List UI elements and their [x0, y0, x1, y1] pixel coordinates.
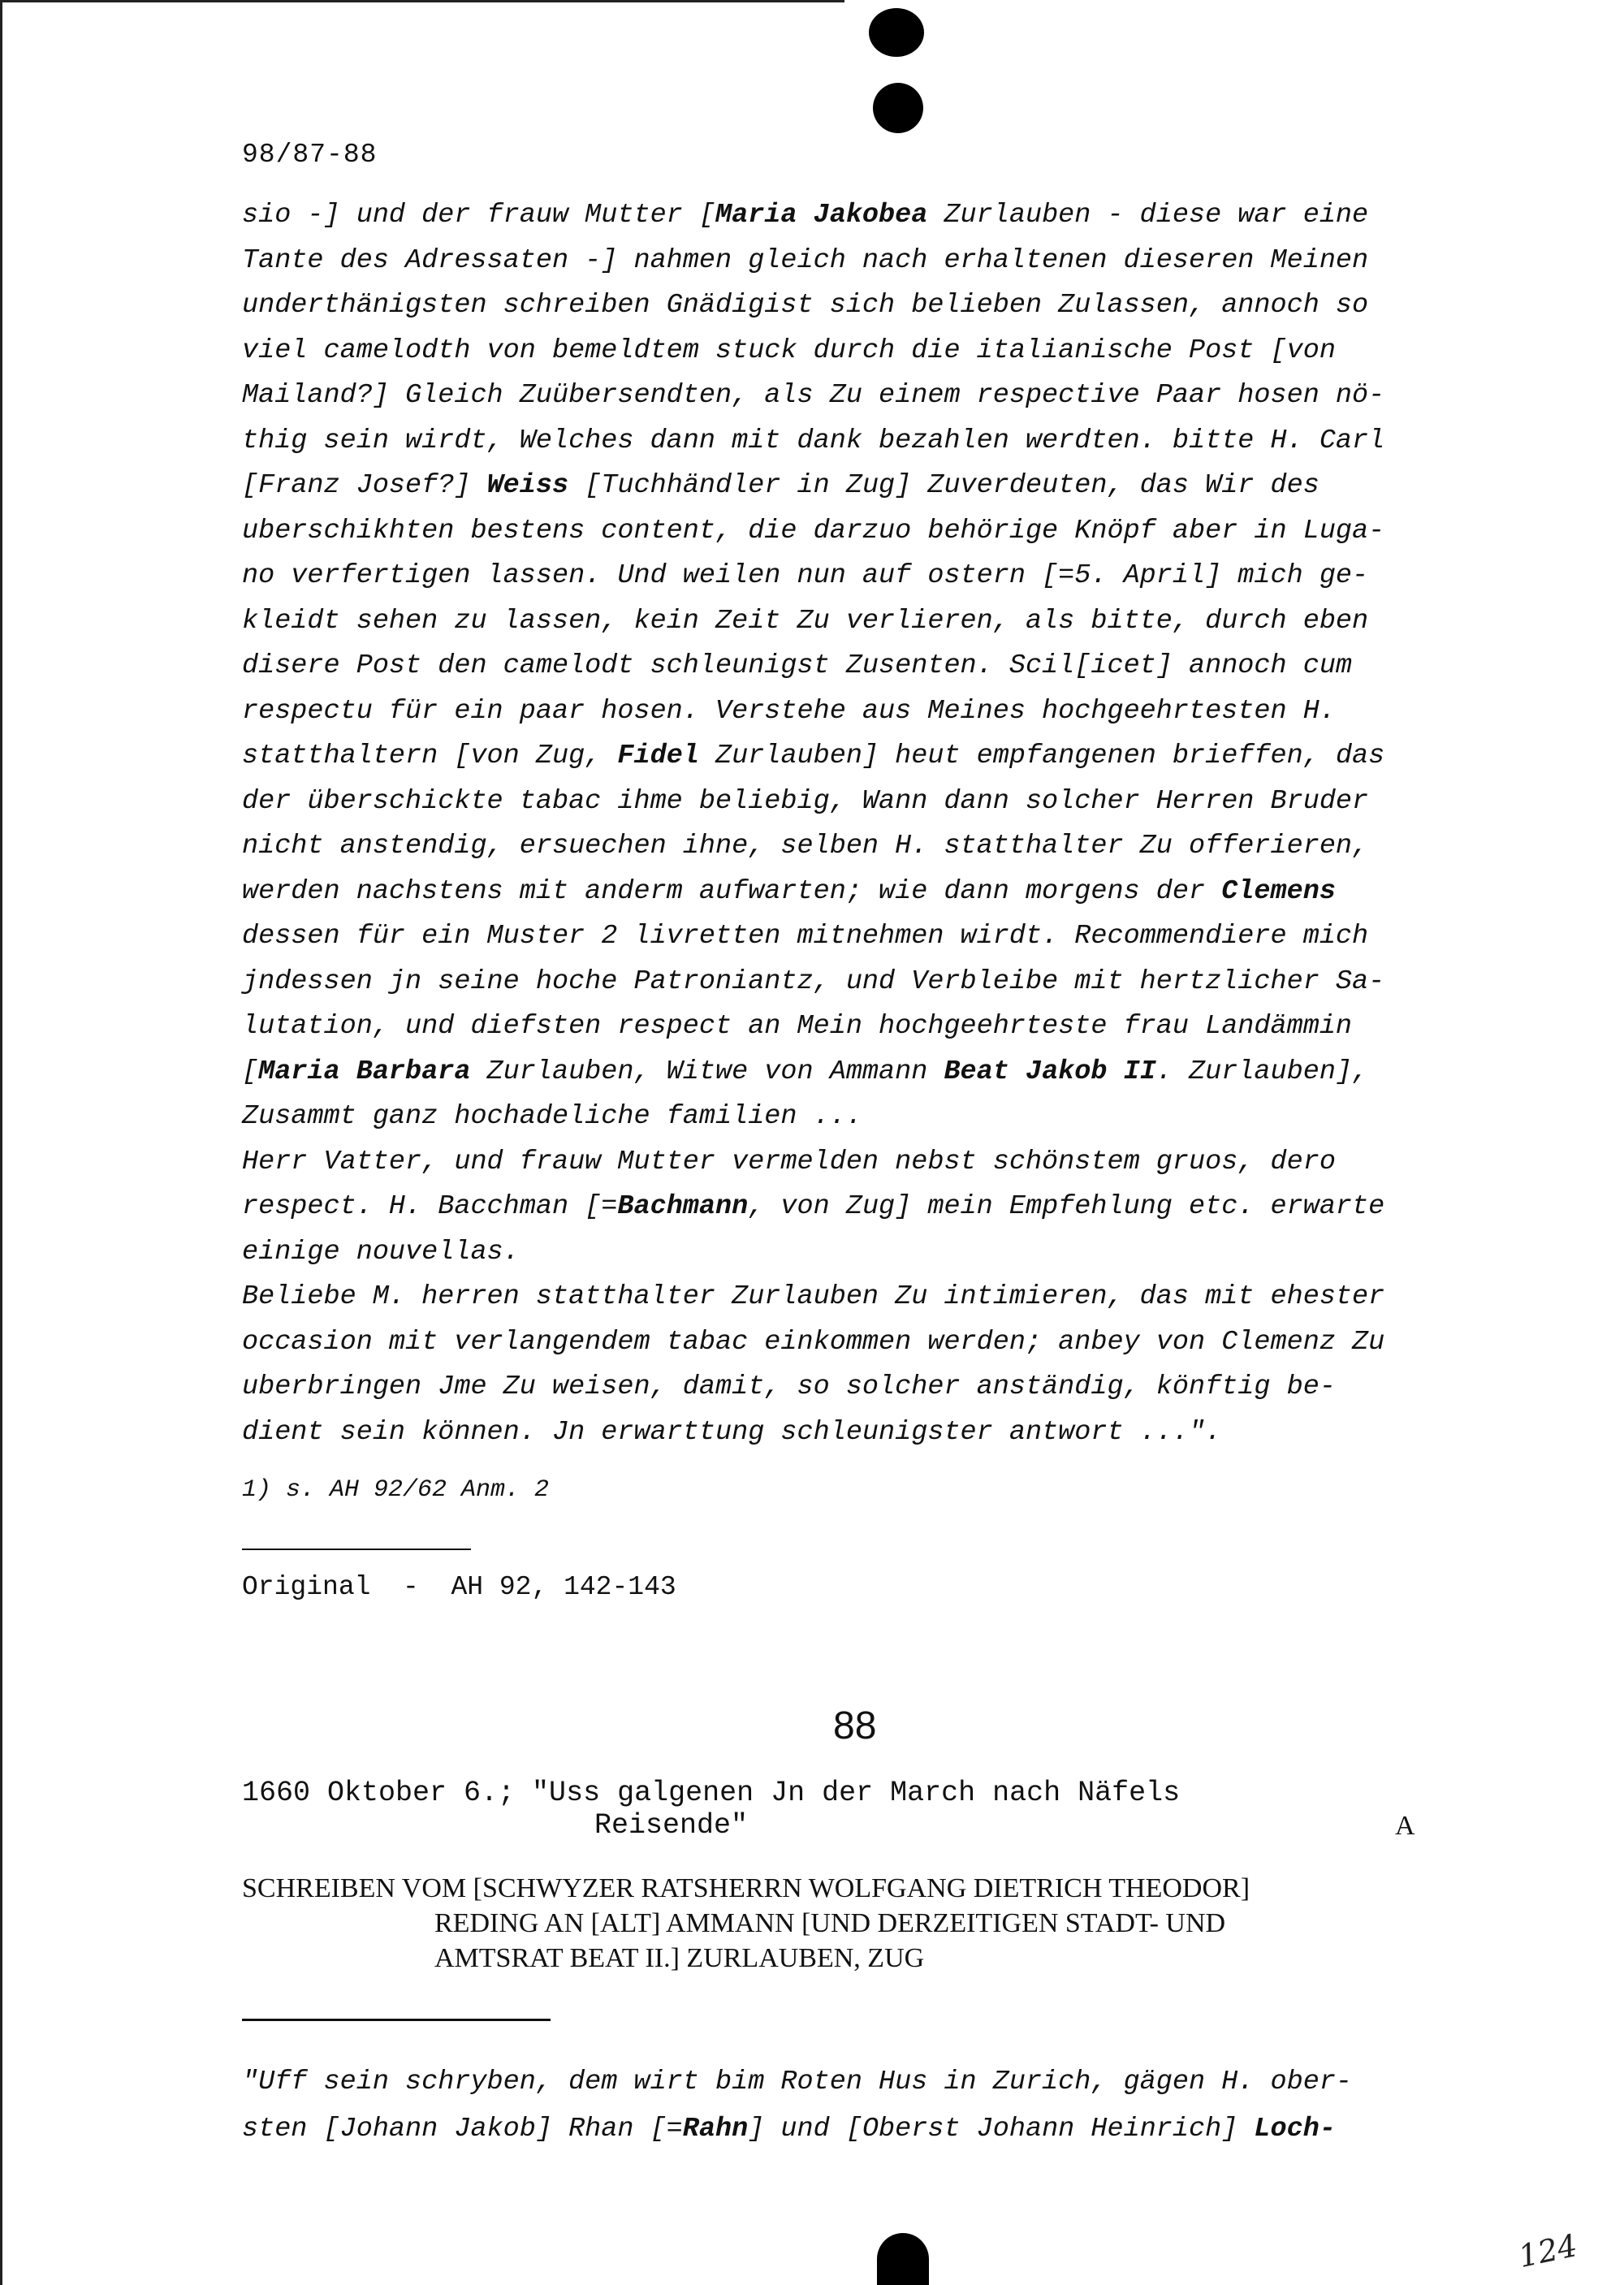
text-line: nicht anstendig, ersuechen ihne, selben H. statthalter Zu offerieren, [242, 831, 1369, 862]
bold-name: Bachmann [617, 1191, 749, 1222]
letter-87-text [242, 193, 1460, 1455]
text-line: Zusammt ganz hochadeliche familien ... [242, 1101, 862, 1132]
bold-name: Rahn [682, 2114, 749, 2145]
bold-name: Beat Jakob II [944, 1056, 1156, 1087]
text-line: jndessen jn seine hoche Patroniantz, und Verbleibe mit hertzlicher Sa- [242, 965, 1385, 997]
text-line: kleidt sehen zu lassen, kein Zeit Zu verlieren, als bitte, durch eben [242, 605, 1369, 637]
document-number: 88 [833, 1704, 877, 1747]
text-line: statthaltern [von Zug, Fidel Zurlauben] heut empfangenen brieffen, das [242, 741, 1385, 771]
text-line: "Uff sein schryben, dem wirt bim Roten Hus in Zurich, gägen H. ober- [242, 2067, 1353, 2097]
archive-reference: 98/87-88 [242, 140, 378, 170]
text-line: uberbringen Jme Zu weisen, damit, so solcher anständig, könftig be- [242, 1371, 1336, 1402]
text-line: der überschickte tabac ihme beliebig, Wann dann solcher Herren Bruder [242, 785, 1369, 817]
text-line: einige nouvellas. [242, 1236, 520, 1268]
bold-name: Weiss [486, 470, 569, 501]
text-line: occasion mit verlangendem tabac einkommen werden; anbey von Clemenz Zu [242, 1326, 1385, 1358]
bold-name: Maria Jakobea [715, 200, 928, 231]
text-line: dessen für ein Muster 2 livretten mitnehmen wirdt. Recommendiere mich [242, 921, 1369, 952]
source-original: Original - AH 92, 142-143 [242, 1572, 676, 1602]
bold-name: Fidel [617, 741, 699, 771]
text-line: [Maria Barbara Zurlauben, Witwe von Ammann Beat Jakob II. Zurlauben], [242, 1056, 1369, 1087]
text-line: no verfertigen lassen. Und weilen nun auf ostern [=5. April] mich ge- [242, 560, 1369, 591]
text-line: Beliebe M. herren statthalter Zurlauben Zu intimieren, das mit ehester [242, 1281, 1385, 1312]
text-line: werden nachstens mit anderm aufwarten; wie dann morgens der Clemens [242, 875, 1336, 907]
scan-edge-left [0, 0, 2, 2285]
bold-name: Clemens [1221, 875, 1336, 907]
punch-hole-bottom [877, 2233, 929, 2285]
text-line: dient sein können. Jn erwarttung schleunigster antwort ...". [242, 1416, 1222, 1448]
heading-line-3: AMTSRAT BEAT II.] ZURLAUBEN, ZUG [434, 1943, 925, 1973]
text-line: Tante des Adressaten -] nahmen gleich nach erhaltenen dieseren Meinen [242, 244, 1369, 276]
text-line: disere Post den camelodt schleunigst Zusenten. Scil[icet] annoch cum [242, 650, 1353, 681]
text-line: lutation, und diefsten respect an Mein hochgeehrteste frau Landämmin [242, 1011, 1353, 1042]
punch-hole-top-2 [873, 83, 923, 133]
punch-hole-top-1 [869, 8, 924, 57]
text-line: underthänigsten schreiben Gnädigist sich belieben Zulassen, annoch so [242, 290, 1369, 321]
dateline-continuation: Reisende" [594, 1809, 749, 1842]
letter-88-heading [242, 1871, 1250, 1976]
text-line: uberschikhten bestens content, die darzuo behörige Knöpf aber in Luga- [242, 515, 1385, 546]
letter-88-text [242, 2058, 1460, 2153]
bold-name: Maria Barbara [258, 1056, 471, 1087]
text-line: respect. H. Bacchman [=Bachmann, von Zug] mein Empfehlung etc. erwarte [242, 1191, 1385, 1222]
text-line: Herr Vatter, und frauw Mutter vermelden nebst schönstem gruos, dero [242, 1146, 1336, 1177]
text-line: sio -] und der frauw Mutter [Maria Jakobea Zurlauben - diese war eine [242, 200, 1369, 231]
dateline: 1660 Oktober 6.; "Uss galgenen Jn der March nach Näfels [242, 1777, 1181, 1809]
text-line: [Franz Josef?] Weiss [Tuchhändler in Zug] Zuverdeuten, das Wir des [242, 470, 1320, 501]
handwritten-page-number: 124 [1515, 2227, 1581, 2275]
bold-name: Loch- [1254, 2114, 1336, 2145]
text-line: viel camelodth von bemeldtem stuck durch die italianische Post [von [242, 335, 1336, 366]
heading-line-1: SCHREIBEN VOM [SCHWYZER RATSHERRN WOLFGANG DIETRICH THEODOR] [242, 1873, 1250, 1903]
text-line: thig sein wirdt, Welches dann mit dank bezahlen werdten. bitte H. Carl [242, 425, 1385, 456]
footnote: 1) s. AH 92/62 Anm. 2 [242, 1476, 550, 1504]
section-rule [242, 1549, 471, 1550]
document-grade: A [1395, 1811, 1415, 1841]
heading-line-2: REDING AN [ALT] AMMANN [UND DERZEITIGEN STADT- UND [434, 1908, 1226, 1938]
heading-rule [242, 2019, 551, 2021]
text-line: sten [Johann Jakob] Rhan [=Rahn] und [Oberst Johann Heinrich] Loch- [242, 2114, 1336, 2145]
text-line: Mailand?] Gleich Zuübersendten, als Zu einem respective Paar hosen nö- [242, 380, 1385, 411]
scan-edge-top [0, 0, 844, 2]
text-line: respectu für ein paar hosen. Verstehe aus Meines hochgeehrtesten H. [242, 695, 1336, 727]
